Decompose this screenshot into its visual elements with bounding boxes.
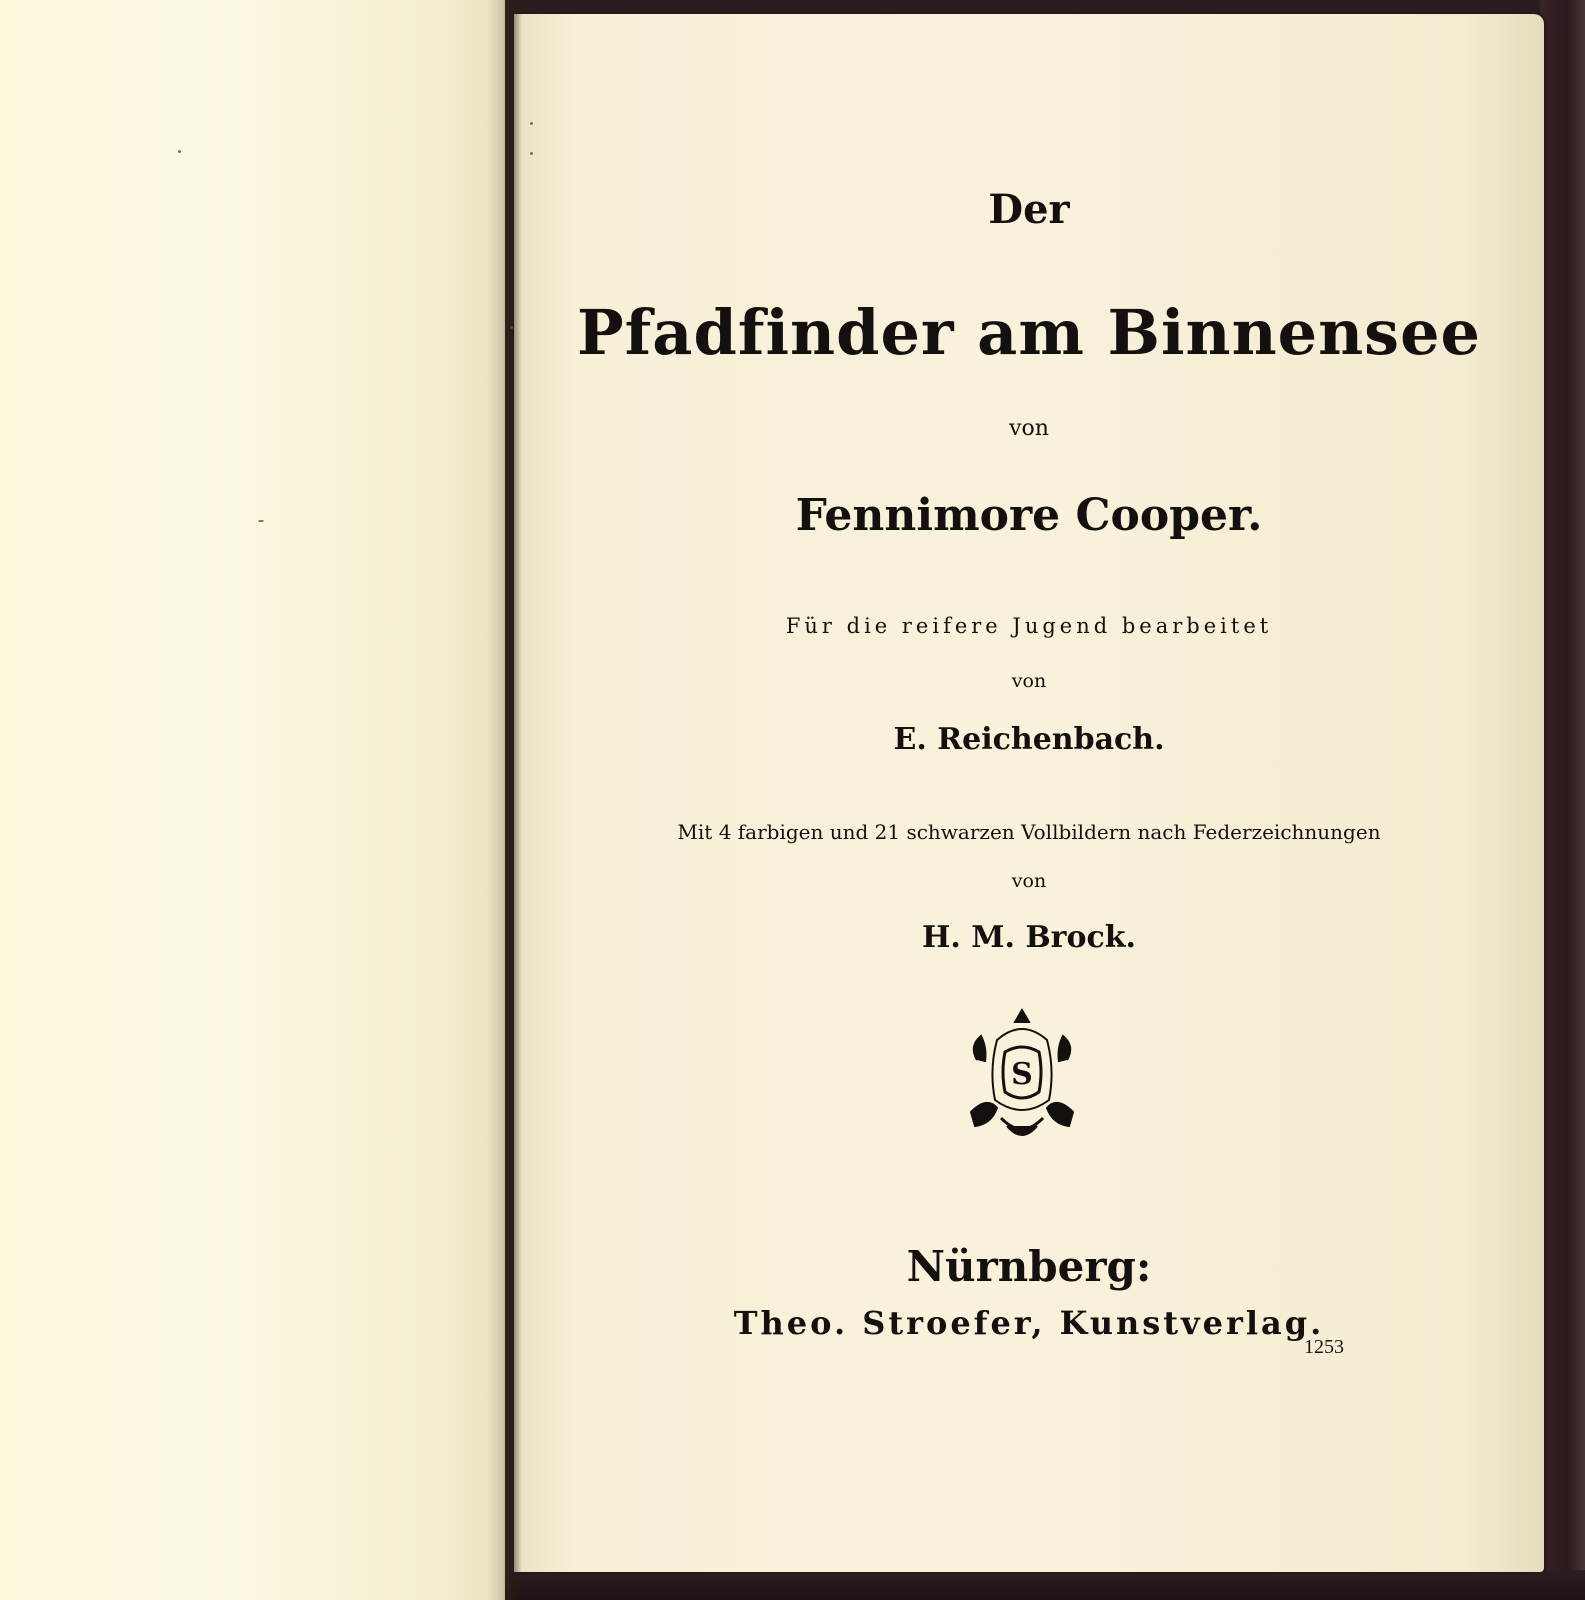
publisher-emblem [957,1000,1087,1146]
title-article: Der [988,186,1070,233]
publisher-city: Nürnberg: [906,1242,1152,1291]
left-blank-page [0,0,505,1600]
svg-text:S: S [1011,1057,1033,1092]
adapted-for-line: Für die reifere Jugend bearbeitet [785,614,1273,638]
title-main: Pfadfinder am Binnensee [577,296,1481,369]
author-name: Fennimore Cooper. [795,490,1263,541]
catalog-number: 1253 [1304,1336,1344,1358]
by-label-author: von [1009,416,1049,441]
book-cover-bottom [450,1570,1585,1600]
title-page [514,14,1544,1572]
illustrations-line: Mit 4 farbigen und 21 schwarzen Vollbildern nach Federzeichnungen [677,820,1381,844]
illustrator-name: H. M. Brock. [922,920,1136,955]
adapter-name: E. Reichenbach. [893,722,1165,757]
publisher-name: Theo. Stroefer, Kunstverlag. [733,1304,1325,1342]
book-cover-edge [1540,0,1585,1600]
by-label-illustrator: von [1011,870,1047,892]
book-gutter [488,0,522,1600]
by-label-adapter: von [1011,670,1047,692]
